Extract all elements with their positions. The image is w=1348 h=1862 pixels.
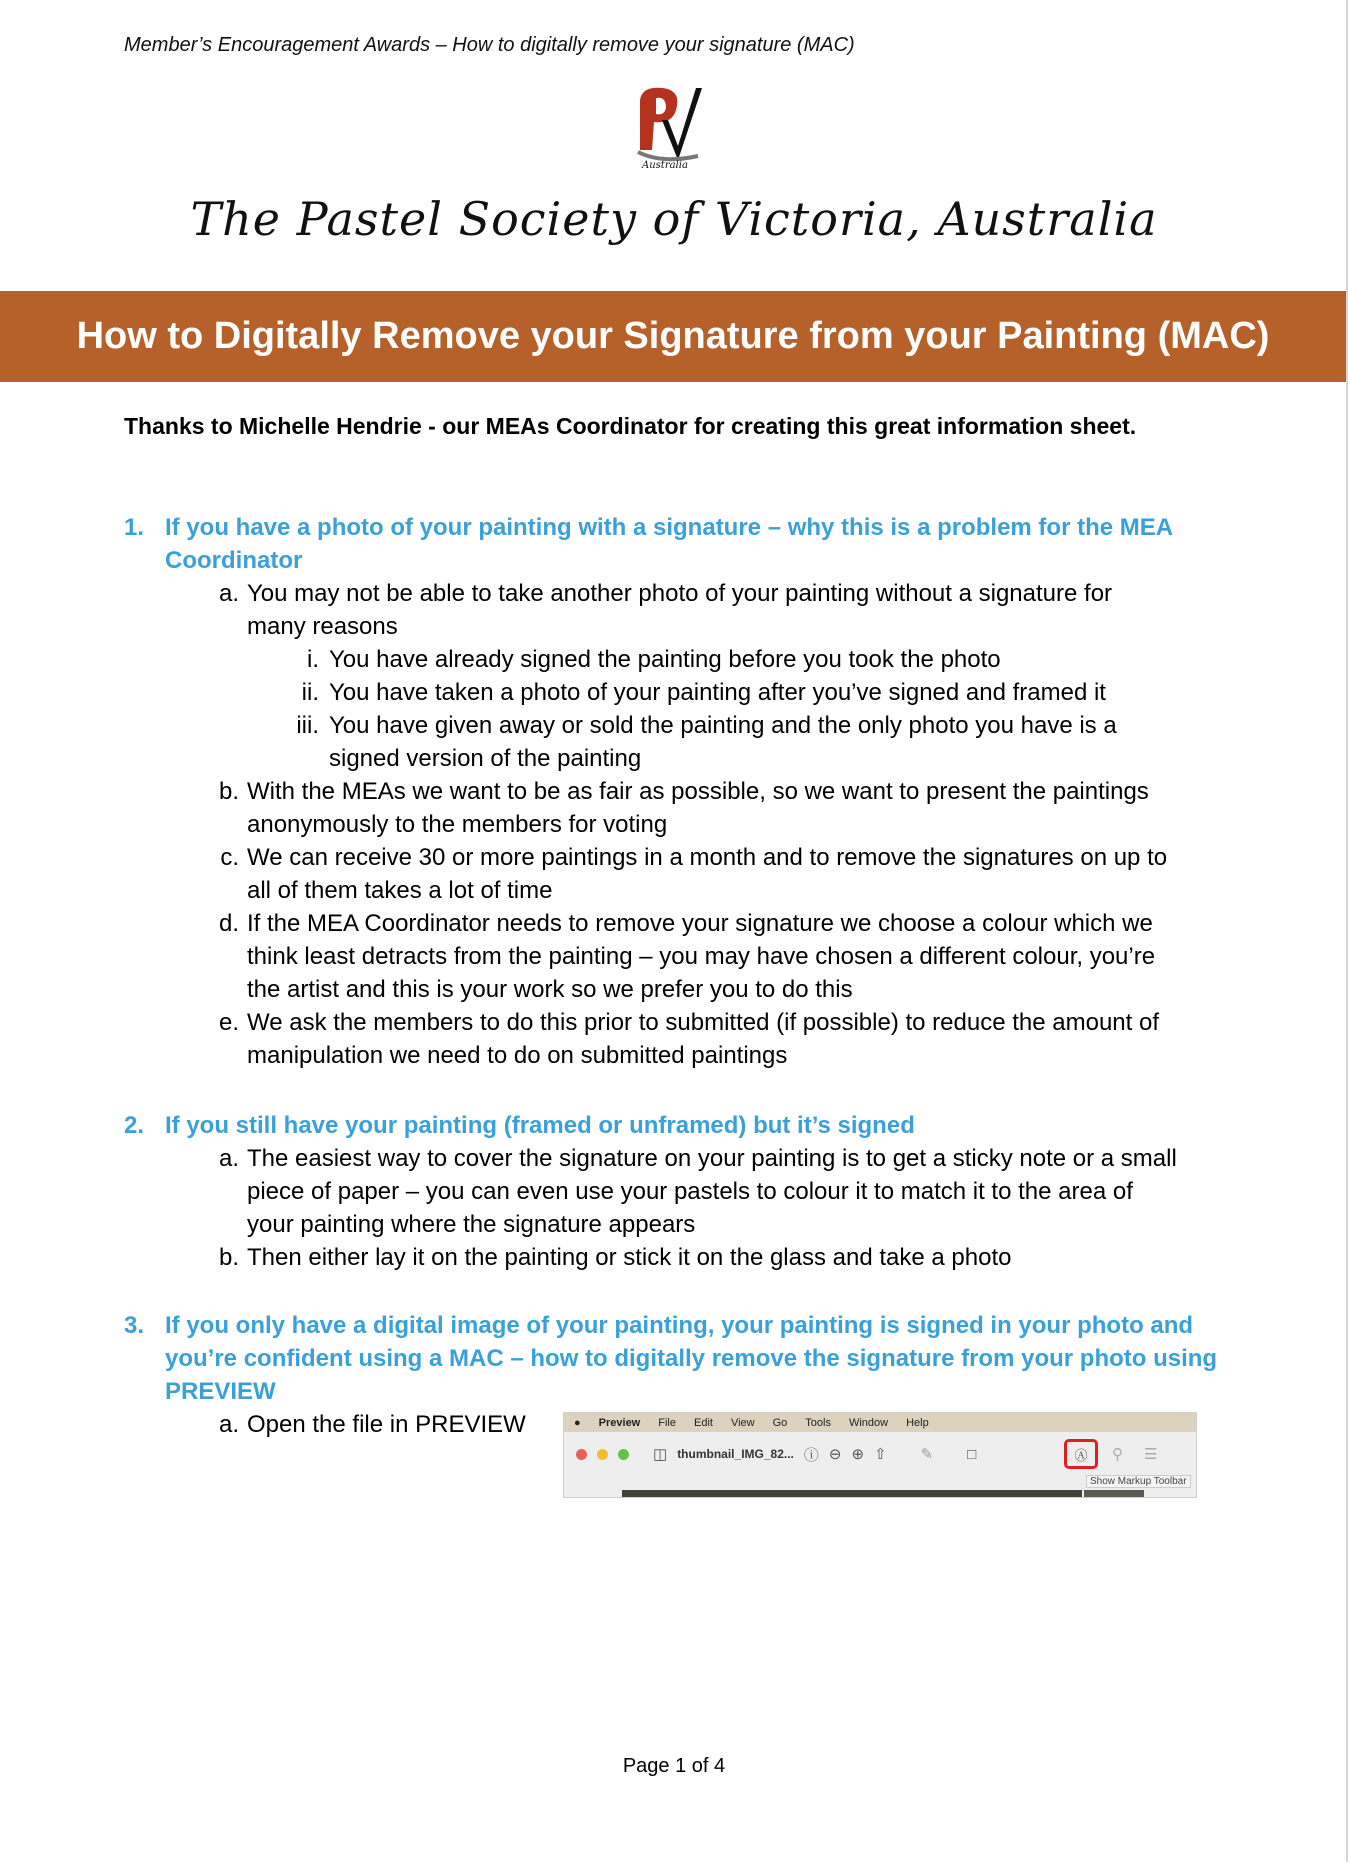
- list-item: [218, 577, 1113, 643]
- section-heading-line: you’re confident using a MAC – how to digitally remove the signature from your photo using: [165, 1345, 1218, 1372]
- section-heading-line: Coordinator: [165, 547, 303, 574]
- menu-edit: Edit: [693, 1416, 713, 1429]
- list-item-line: With the MEAs we want to be as fair as possible, so we want to present the paintings: [247, 778, 1149, 805]
- markup-tooltip: Show Markup Toolbar: [1086, 1475, 1191, 1488]
- image-preview-strip-right: [1084, 1490, 1144, 1497]
- list-item-line: piece of paper – you can even use your pastels to colour it to match it to the area of: [247, 1178, 1133, 1205]
- preview-menubar: [564, 1413, 1196, 1432]
- pen-icon: ✎: [920, 1446, 934, 1463]
- sub-list-item-line: You have taken a photo of your painting after you’ve signed and framed it: [329, 679, 1106, 706]
- sub-list-item-line: You have given away or sold the painting and the only photo you have is a: [329, 712, 1117, 739]
- sub-list-marker: ii.: [301, 679, 319, 706]
- list-item: [218, 1142, 1177, 1241]
- list-item-line: If the MEA Coordinator needs to remove your signature we choose a colour which we: [247, 910, 1153, 937]
- list-item: [218, 775, 1149, 841]
- list-item: [218, 1408, 526, 1441]
- zoom-out-icon: ⊖: [828, 1446, 842, 1463]
- menu-view: View: [730, 1416, 755, 1429]
- psv-logo-icon: [632, 80, 712, 172]
- sub-list-item: [307, 643, 1001, 676]
- svg-text:Australia: Australia: [642, 160, 688, 171]
- section-number: 1.: [124, 514, 145, 541]
- minimize-dot-icon: [597, 1449, 608, 1460]
- list-marker: e.: [218, 1009, 239, 1036]
- menu-window: Window: [848, 1416, 889, 1429]
- menu-preview: Preview: [598, 1416, 641, 1429]
- list-icon: ☰: [1144, 1446, 1158, 1463]
- list-marker: a.: [218, 1145, 239, 1172]
- list-item-line: We ask the members to do this prior to submitted (if possible) to reduce the amount of: [247, 1009, 1159, 1036]
- section-heading-line: If you only have a digital image of your painting, your painting is signed in your photo and: [165, 1312, 1194, 1339]
- markup-icon: Ⓐ: [1064, 1439, 1098, 1469]
- close-dot-icon: [576, 1449, 587, 1460]
- zoom-in-icon: ⊕: [851, 1446, 865, 1463]
- list-marker: b.: [218, 778, 239, 805]
- list-item: [220, 841, 1168, 907]
- list-item-line: anonymously to the members for voting: [247, 811, 668, 838]
- society-name: The Pastel Society of Victoria, Australia: [190, 192, 1158, 246]
- sub-list-marker: i.: [307, 646, 319, 673]
- list-item-line: many reasons: [247, 613, 398, 640]
- list-item: [218, 1006, 1159, 1072]
- list-item-line: Open the file in PREVIEW: [247, 1411, 526, 1438]
- list-item-line: manipulation we need to do on submitted paintings: [247, 1042, 788, 1069]
- list-item-line: The easiest way to cover the signature on your painting is to get a sticky note or a small: [247, 1145, 1177, 1172]
- list-item-line: all of them takes a lot of time: [247, 877, 553, 904]
- menu-tools: Tools: [805, 1416, 831, 1429]
- list-item-line: think least detracts from the painting – you may have chosen a different colour, you’re: [247, 943, 1156, 970]
- section-heading-line: If you still have your painting (framed or unframed) but it’s signed: [165, 1112, 915, 1139]
- preview-screenshot: [563, 1412, 1197, 1498]
- list-marker: a.: [218, 580, 239, 607]
- apple-icon: ●: [574, 1416, 581, 1429]
- sub-list-item: [296, 709, 1117, 775]
- thanks-note: Thanks to Michelle Hendrie - our MEAs Coordinator for creating this great information sheet.: [124, 413, 1137, 439]
- sub-list-item-line: You have already signed the painting before you took the photo: [329, 646, 1001, 673]
- list-item-line: We can receive 30 or more paintings in a month and to remove the signatures on up to: [247, 844, 1168, 871]
- preview-toolbar: [564, 1432, 1196, 1476]
- running-header: Member’s Encouragement Awards – How to digitally remove your signature (MAC): [124, 34, 855, 56]
- section-heading-line: If you have a photo of your painting with a signature – why this is a problem for the MEA: [165, 514, 1174, 541]
- list-marker: d.: [218, 910, 239, 937]
- preview-filename: thumbnail_IMG_82...: [677, 1447, 794, 1461]
- list-item: [218, 907, 1156, 1006]
- sidebar-icon: ◫: [653, 1446, 668, 1463]
- sub-list-item-line: signed version of the painting: [329, 745, 642, 772]
- list-item-line: You may not be able to take another photo of your painting without a signature for: [247, 580, 1113, 607]
- page-number: Page 1 of 4: [622, 1755, 726, 1777]
- section-heading: [124, 511, 1174, 577]
- menu-go: Go: [772, 1416, 788, 1429]
- section-number: 2.: [124, 1112, 145, 1139]
- sub-list-marker: iii.: [296, 712, 319, 739]
- section-heading: [124, 1309, 1218, 1408]
- list-marker: a.: [218, 1411, 239, 1438]
- rotate-icon: □: [967, 1445, 977, 1463]
- list-marker: b.: [218, 1244, 239, 1271]
- section-heading: [124, 1109, 915, 1142]
- list-item: [218, 1241, 1012, 1274]
- image-preview-strip: [622, 1490, 1082, 1497]
- section-heading-line: PREVIEW: [165, 1378, 276, 1405]
- menu-help: Help: [906, 1416, 929, 1429]
- search-icon: ⚲: [1112, 1446, 1123, 1463]
- zoom-dot-icon: [618, 1449, 629, 1460]
- share-icon: ⇧: [874, 1446, 887, 1463]
- list-item-line: your painting where the signature appears: [247, 1211, 696, 1238]
- list-item-line: Then either lay it on the painting or stick it on the glass and take a photo: [247, 1244, 1012, 1271]
- list-marker: c.: [220, 844, 239, 871]
- menu-file: File: [658, 1416, 676, 1429]
- list-item-line: the artist and this is your work so we prefer you to do this: [247, 976, 853, 1003]
- info-icon: ⓘ: [803, 1446, 819, 1464]
- section-number: 3.: [124, 1312, 145, 1339]
- sub-list-item: [301, 676, 1106, 709]
- page-title-banner: How to Digitally Remove your Signature from your Painting (MAC): [0, 291, 1346, 382]
